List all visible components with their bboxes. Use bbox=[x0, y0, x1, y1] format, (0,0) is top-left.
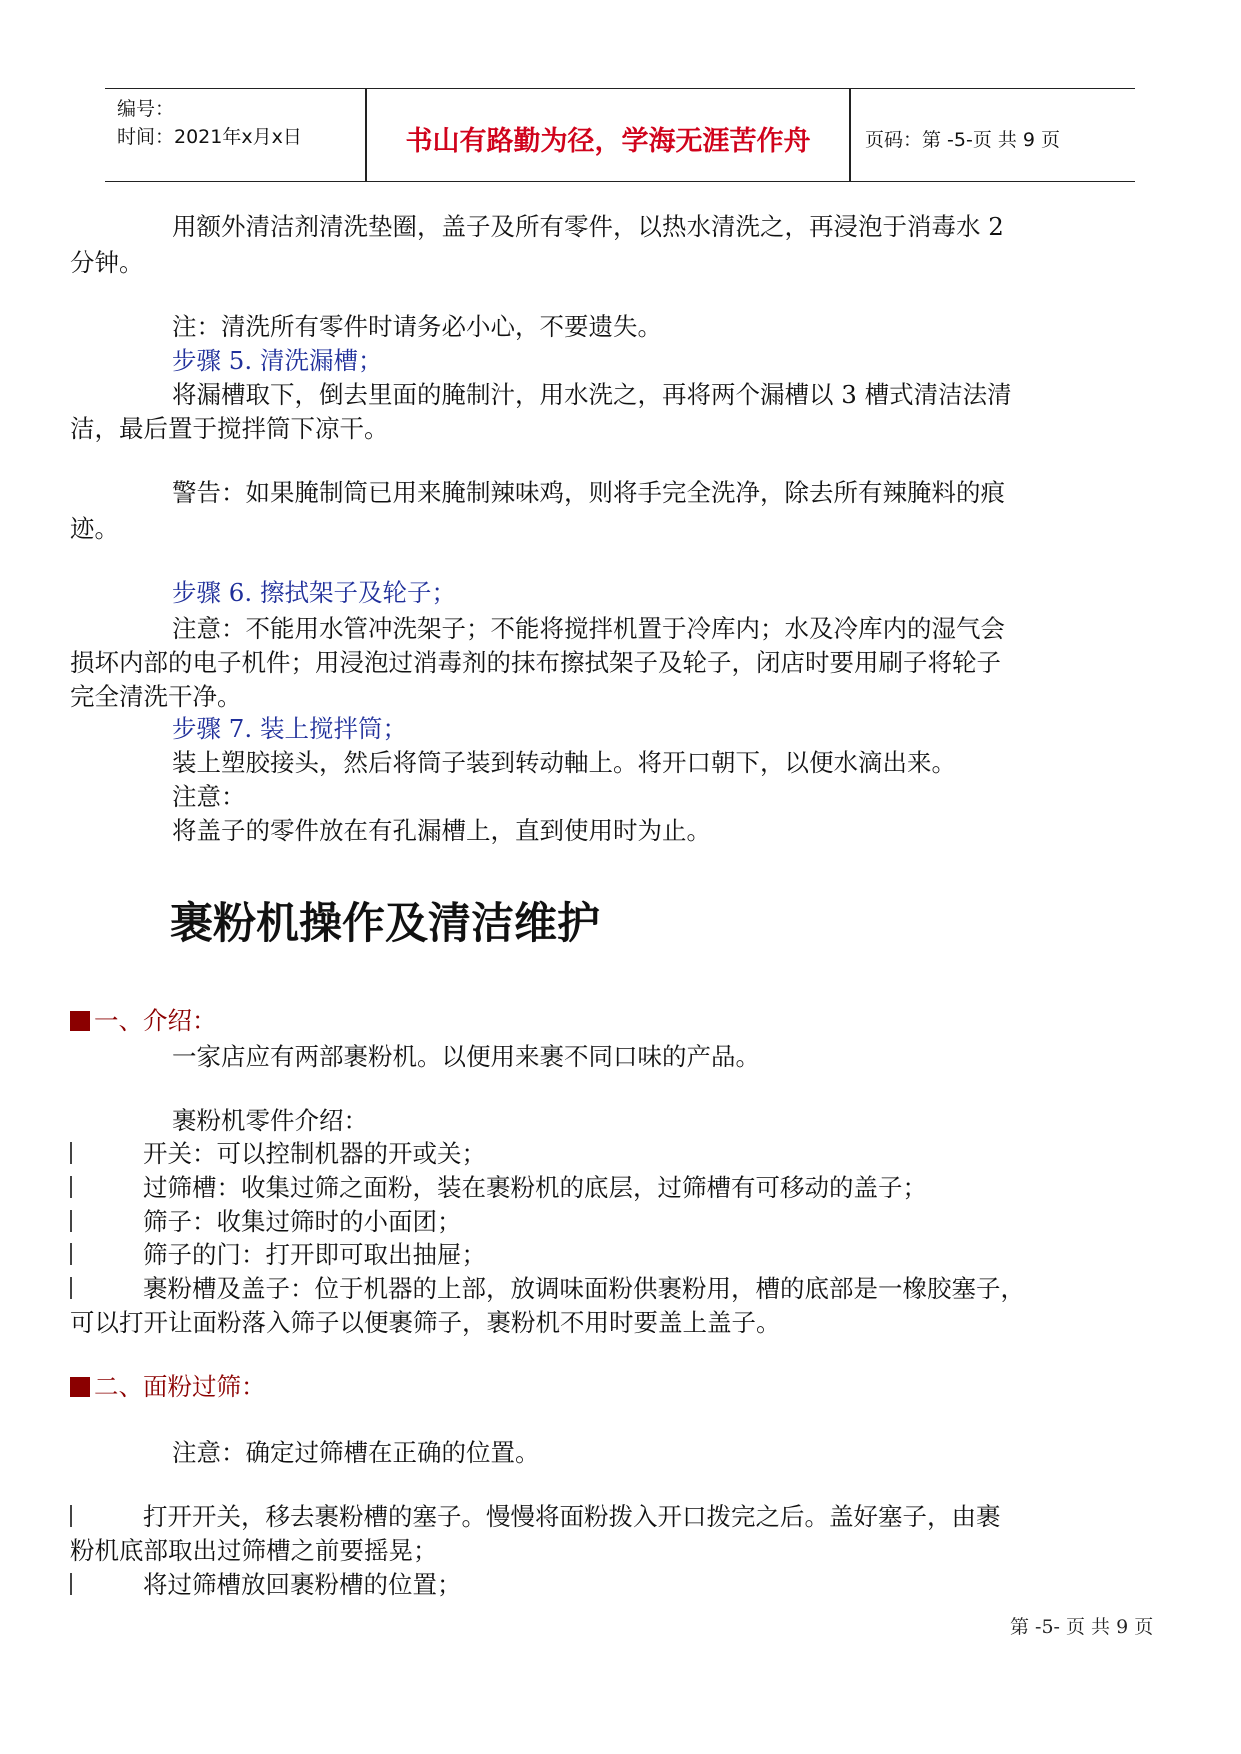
step-heading: 步骤 5. 清洗漏槽； bbox=[172, 346, 383, 375]
step-heading: 步骤 7. 装上搅拌筒； bbox=[172, 714, 407, 743]
time-label: 时间：2021年x月x日 bbox=[117, 126, 302, 148]
list-marker bbox=[70, 1142, 72, 1164]
list-marker bbox=[70, 1243, 72, 1265]
list-item: 可以打开让面粉落入筛子以便裹筛子，裹粉机不用时要盖上盖子。 bbox=[70, 1308, 781, 1337]
paragraph: 完全清洗干净。 bbox=[70, 682, 242, 711]
header-divider bbox=[849, 89, 851, 181]
paragraph: 将盖子的零件放在有孔漏槽上，直到使用时为止。 bbox=[172, 816, 711, 845]
header-motto: 书山有路勤为径，学海无涯苦作舟 bbox=[405, 126, 811, 157]
paragraph: 迹。 bbox=[70, 514, 119, 543]
list-item: 过筛槽：收集过筛之面粉，装在裹粉机的底层，过筛槽有可移动的盖子； bbox=[143, 1173, 927, 1202]
section-title: 裹粉机操作及清洁维护 bbox=[170, 899, 600, 949]
paragraph: 注意：确定过筛槽在正确的位置。 bbox=[172, 1438, 540, 1467]
paragraph: 洁，最后置于搅拌筒下凉干。 bbox=[70, 414, 389, 443]
paragraph: 装上塑胶接头，然后将筒子装到转动軸上。将开口朝下，以便水滴出来。 bbox=[172, 748, 956, 777]
page-footer: 第 -5- 页 共 9 页 bbox=[1010, 1616, 1154, 1638]
paragraph: 损坏内部的电子机件；用浸泡过消毒剂的抹布擦拭架子及轮子，闭店时要用刷子将轮子 bbox=[70, 648, 1001, 677]
list-marker bbox=[70, 1573, 72, 1595]
paragraph: 注意：不能用水管冲洗架子；不能将搅拌机置于冷库内；水及冷库内的湿气会 bbox=[172, 614, 1005, 643]
number-label: 编号： bbox=[117, 98, 175, 120]
paragraph: 一家店应有两部裹粉机。以便用来裹不同口味的产品。 bbox=[172, 1042, 760, 1071]
paragraph: 裹粉机零件介绍： bbox=[172, 1106, 368, 1135]
list-item: 裹粉槽及盖子：位于机器的上部，放调味面粉供裹粉用，槽的底部是一橡胶塞子， bbox=[143, 1274, 1025, 1303]
list-item: 开关：可以控制机器的开或关； bbox=[143, 1139, 486, 1168]
square-bullet-icon bbox=[70, 1377, 90, 1397]
paragraph: 用额外清洁剂清洗垫圈，盖子及所有零件，以热水清洗之，再浸泡于消毒水 2 bbox=[172, 212, 1004, 241]
list-marker bbox=[70, 1176, 72, 1198]
list-item: 打开开关，移去裹粉槽的塞子。慢慢将面粉拨入开口拨完之后。盖好塞子，由裹 bbox=[143, 1502, 1001, 1531]
list-marker bbox=[70, 1210, 72, 1232]
header-page-label: 页码：第 -5-页 共 9 页 bbox=[865, 129, 1061, 151]
section-heading: 一、介绍： bbox=[70, 1004, 217, 1038]
list-item: 筛子：收集过筛时的小面团； bbox=[143, 1207, 462, 1236]
header-meta bbox=[117, 95, 302, 151]
paragraph: 警告：如果腌制筒已用来腌制辣味鸡，则将手完全洗净，除去所有辣腌料的痕 bbox=[172, 478, 1005, 507]
list-item: 将过筛槽放回裹粉槽的位置； bbox=[143, 1570, 462, 1599]
paragraph: 将漏槽取下，倒去里面的腌制汁，用水洗之，再将两个漏槽以 3 槽式清洁法清 bbox=[172, 380, 1012, 409]
list-marker bbox=[70, 1505, 72, 1527]
list-item: 粉机底部取出过筛槽之前要摇晃； bbox=[70, 1536, 438, 1565]
paragraph: 注：清洗所有零件时请务必小心，不要遗失。 bbox=[172, 312, 662, 341]
page-header bbox=[105, 88, 1135, 182]
list-marker bbox=[70, 1277, 72, 1299]
section-heading: 二、面粉过筛： bbox=[70, 1370, 266, 1404]
square-bullet-icon bbox=[70, 1011, 90, 1031]
paragraph: 分钟。 bbox=[70, 248, 144, 277]
step-heading: 步骤 6. 擦拭架子及轮子； bbox=[172, 578, 456, 607]
paragraph: 注意： bbox=[172, 782, 246, 811]
list-item: 筛子的门：打开即可取出抽屉； bbox=[143, 1240, 486, 1269]
